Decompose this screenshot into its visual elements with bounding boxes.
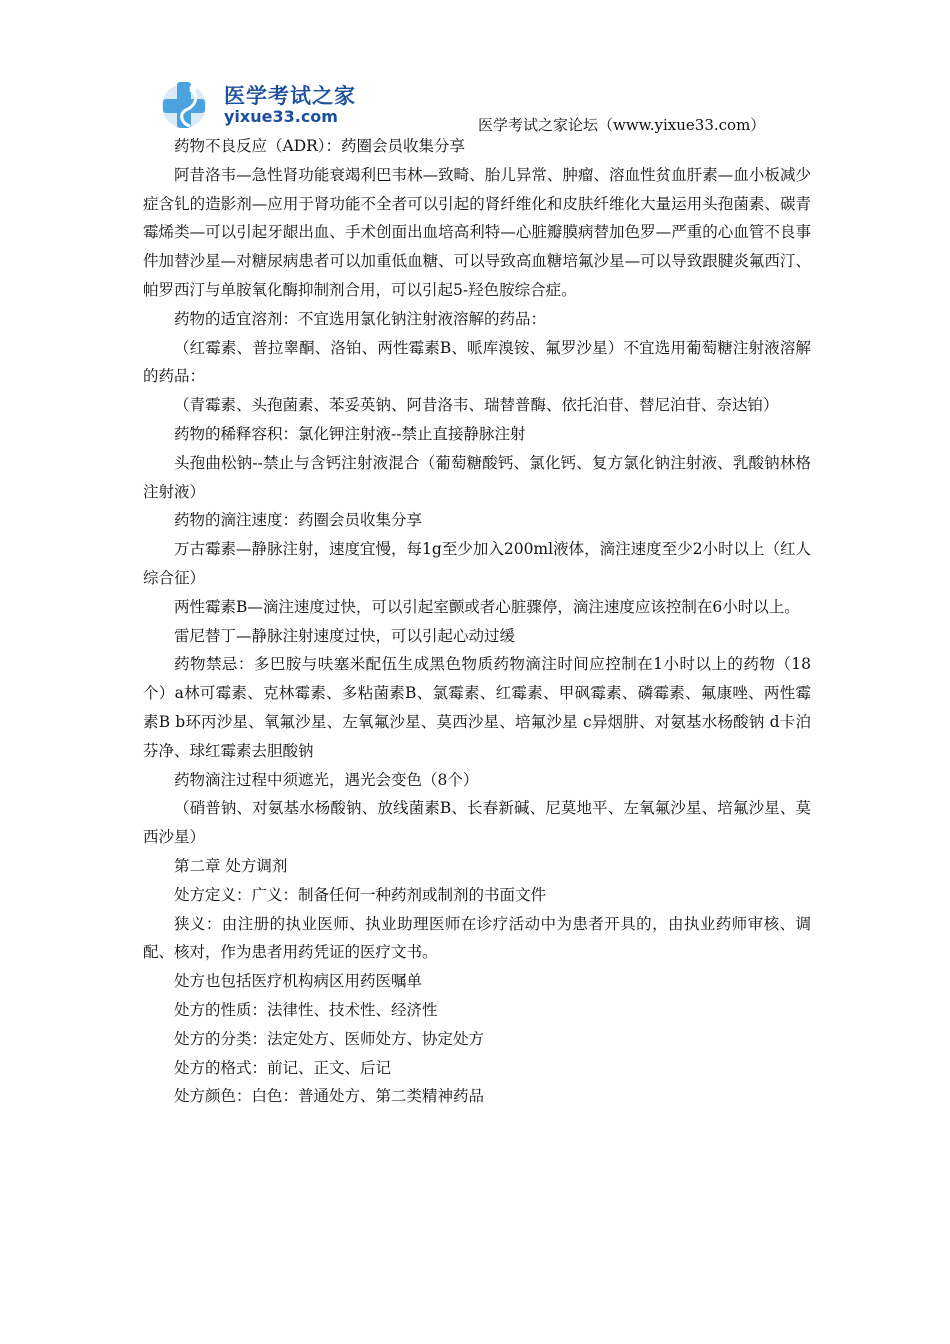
paragraph: 药物的适宜溶剂：不宜选用氯化钠注射液溶解的药品： xyxy=(174,309,547,328)
logo-title: 医学考试之家 xyxy=(224,84,356,108)
paragraph: 处方的格式：前记、正文、后记 xyxy=(174,1058,392,1077)
paragraph: 阿昔洛韦—急性肾功能衰竭利巴韦林—致畸、胎儿异常、肿瘤、溶血性贫血肝素—血小板减少症含钆的造影剂—应用于肾功能不全者可以引起的肾纤维化和皮肤纤维化大量运用头孢菌素、碳青霉烯类—可以引起牙龈出血、手术创面出血培高利特—心脏瓣膜病替加色罗—严重的心血管不良事件加替沙星—对糖尿病患者可以加重低血糖、可以导致高血糖培氟沙星—可以导致跟腱炎氟西汀、帕罗西汀与单胺氧化酶抑制剂合用，可以引起5-羟色胺综合症。 xyxy=(143,165,811,299)
paragraph: 处方的性质：法律性、技术性、经济性 xyxy=(174,1000,438,1019)
paragraph: 雷尼替丁—静脉注射速度过快，可以引起心动过缓 xyxy=(174,626,516,645)
paragraph: 两性霉素B—滴注速度过快，可以引起室颤或者心脏骤停，滴注速度应该控制在6小时以上。 xyxy=(174,597,800,616)
paragraph: （红霉素、普拉睾酮、洛铂、两性霉素B、哌库溴铵、氟罗沙星）不宜选用葡萄糖注射液溶解的药品： xyxy=(143,338,811,386)
document-body xyxy=(143,132,811,1111)
paragraph: 药物禁忌：多巴胺与呋塞米配伍生成黑色物质药物滴注时间应控制在1小时以上的药物（18个）a林可霉素、克林霉素、多粘菌素B、氯霉素、红霉素、甲砜霉素、磷霉素、氟康唑、两性霉素B b环丙沙星、氧氟沙星、左氧氟沙星、莫西沙星、培氟沙星 c异烟肼、对氨基水杨酸钠 d卡泊芬净、球红霉素去胆酸钠 xyxy=(143,655,811,760)
paragraph: 药物的稀释容积：氯化钾注射液--禁止直接静脉注射 xyxy=(174,424,526,443)
medical-cross-logo-icon xyxy=(160,76,222,134)
paragraph: 头孢曲松钠--禁止与含钙注射液混合（葡萄糖酸钙、氯化钙、复方氯化钠注射液、乳酸钠林格注射液） xyxy=(143,453,811,501)
paragraph: 狭义：由注册的执业医师、执业助理医师在诊疗活动中为患者开具的，由执业药师审核、调配、核对，作为患者用药凭证的医疗文书。 xyxy=(143,914,811,962)
paragraph: 处方的分类：法定处方、医师处方、协定处方 xyxy=(174,1029,485,1048)
site-logo xyxy=(160,76,356,134)
paragraph: 药物不良反应（ADR）：药圈会员收集分享 xyxy=(174,137,466,155)
paragraph: 万古霉素—静脉注射，速度宜慢，每1g至少加入200ml液体，滴注速度至少2小时以上（红人综合征） xyxy=(143,540,811,587)
paragraph: 处方颜色：白色：普通处方、第二类精神药品 xyxy=(174,1087,485,1106)
paragraph: 处方定义：广义：制备任何一种药剂或制剂的书面文件 xyxy=(174,885,547,904)
paragraph: （硝普钠、对氨基水杨酸钠、放线菌素B、长春新碱、尼莫地平、左氧氟沙星、培氟沙星、莫西沙星） xyxy=(143,799,811,847)
paragraph: 处方也包括医疗机构病区用药医嘱单 xyxy=(174,972,423,991)
paragraph: 药物滴注过程中须遮光，遇光会变色（8个） xyxy=(174,770,479,789)
paragraph: （青霉素、头孢菌素、苯妥英钠、阿昔洛韦、瑞替普酶、依托泊苷、替尼泊苷、奈达铂） xyxy=(174,396,779,415)
logo-url: yixue33.com xyxy=(224,107,338,126)
chapter-heading: 第二章 处方调剂 xyxy=(174,856,288,875)
forum-header-text: 医学考试之家论坛（www.yixue33.com） xyxy=(478,116,766,134)
paragraph: 药物的滴注速度：药圈会员收集分享 xyxy=(174,511,423,530)
